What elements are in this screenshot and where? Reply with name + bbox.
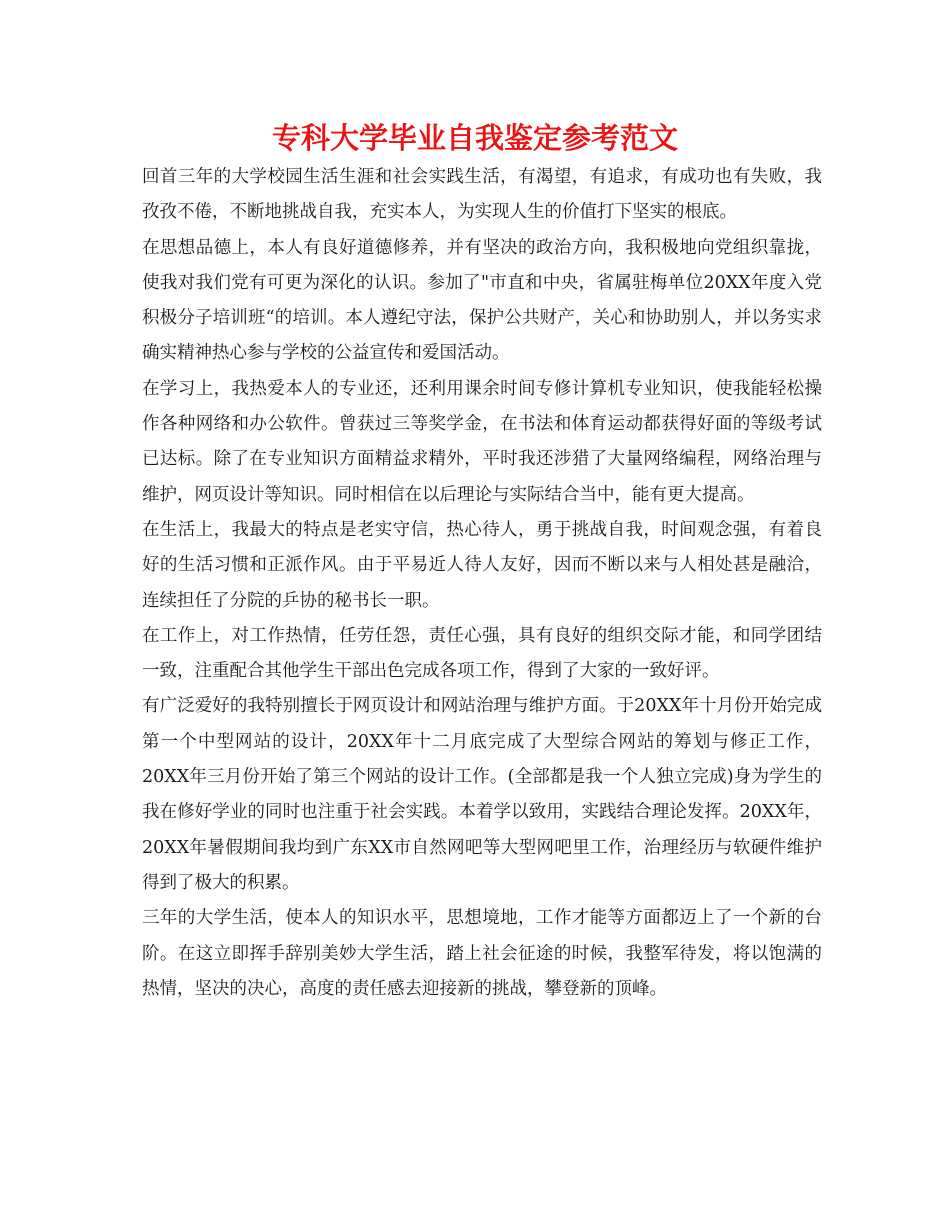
document-title: 专科大学毕业自我鉴定参考范文: [271, 121, 678, 155]
document-body: [142, 160, 822, 1007]
paragraph-conclusion: 三年的大学生活，使本人的知识水平，思想境地，工作才能等方面都迈上了一个新的台阶。在这立即挥手辞别美妙大学生活，踏上社会征途的时候，我整军待发，将以饱满的热情，坚决的决心，高度的责任感去迎接新的挑战，攀登新的顶峰。: [142, 908, 822, 999]
paragraph-ideology: 在思想品德上，本人有良好道德修养，并有坚决的政治方向，我积极地向党组织靠拢，使我对我们党有可更为深化的认识。参加了"市直和中央，省属驻梅单位20XX年度入党积极分子培训班“的培训。本人遵纪守法，保护公共财产，关心和协助别人，并以务实求确实精神热心参与学校的公益宣传和爱国活动。: [142, 237, 822, 364]
paragraph-study: 在学习上，我热爱本人的专业还，还利用课余时间专修计算机专业知识，使我能轻松操作各种网络和办公软件。曾获过三等奖学金，在书法和体育运动都获得好面的等级考试已达标。除了在专业知识方面精益求精外，平时我还涉猎了大量网络编程，网络治理与维护，网页设计等知识。同时相信在以后理论与实际结合当中，能有更大提高。: [142, 378, 822, 505]
paragraph-hobbies: 有广泛爱好的我特别擅长于网页设计和网站治理与维护方面。于20XX年十月份开始完成第一个中型网站的设计，20XX年十二月底完成了大型综合网站的筹划与修正工作，20XX年三月份开始了第三个网站的设计工作。(全部都是我一个人独立完成)身为学生的我在修好学业的同时也注重于社会实践。本着学以致用，实践结合理论发挥。20XX年，20XX年暑假期间我均到广东XX市自然网吧等大型网吧里工作，治理经历与软硬件维护得到了极大的积累。: [142, 696, 822, 893]
paragraph-work: 在工作上，对工作热情，任劳任怨，责任心强，具有良好的组织交际才能，和同学团结一致，注重配合其他学生干部出色完成各项工作，得到了大家的一致好评。: [142, 625, 822, 682]
paragraph-life: 在生活上，我最大的特点是老实守信，热心待人，勇于挑战自我，时间观念强，有着良好的生活习惯和正派作风。由于平易近人待人友好，因而不断以来与人相处甚是融洽，连续担任了分院的乒协的秘书长一职。: [142, 519, 822, 611]
paragraph-intro: 回首三年的大学校园生活生涯和社会实践生活，有渴望，有追求，有成功也有失败，我孜孜不倦，不断地挑战自我，充实本人，为实现人生的价值打下坚实的根底。: [142, 167, 822, 223]
